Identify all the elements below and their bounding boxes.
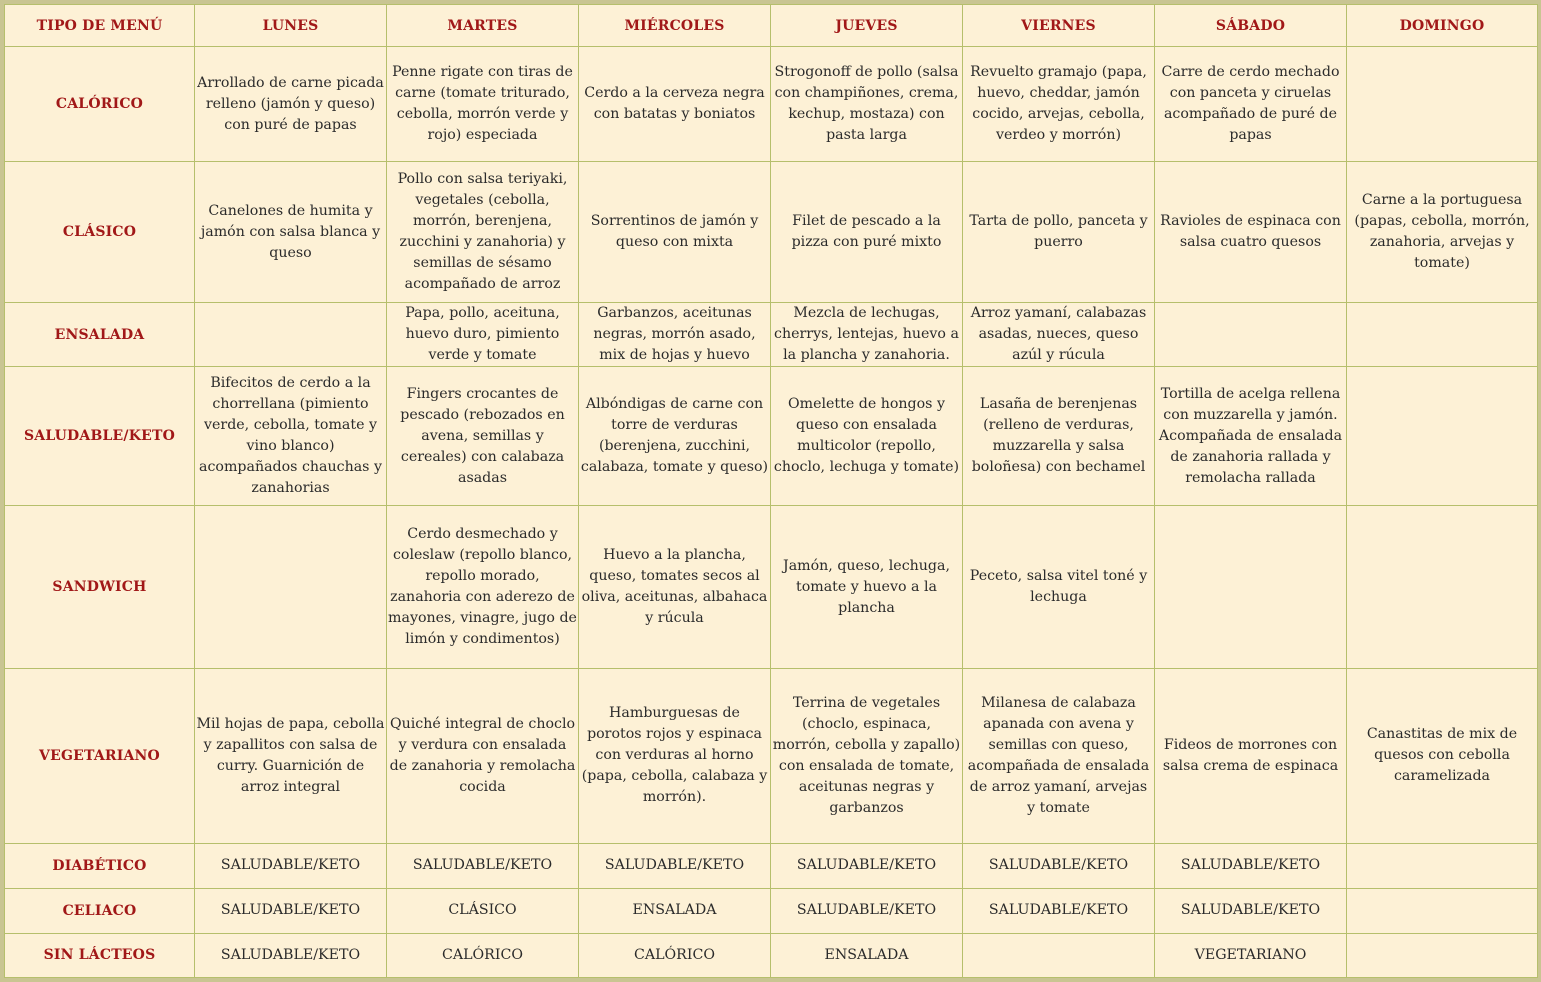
dish-cell-lunes: SALUDABLE/KETO [195, 888, 387, 933]
menu-row [5, 933, 1538, 977]
dish-cell-jueves: Filet de pescado a la pizza con puré mixto [771, 162, 963, 303]
dish-cell-jueves: SALUDABLE/KETO [771, 843, 963, 888]
dish-cell-jueves: Strogonoff de pollo (salsa con champiñones, crema, kechup, mostaza) con pasta larga [771, 47, 963, 162]
dish-cell-viernes: Milanesa de calabaza apanada con avena y semillas con queso, acompañada de ensalada de arroz yamaní, arvejas y tomate [963, 668, 1155, 843]
dish-cell-jueves: SALUDABLE/KETO [771, 888, 963, 933]
dish-cell-viernes: Revuelto gramajo (papa, huevo, cheddar, jamón cocido, arvejas, cebolla, verdeo y morrón) [963, 47, 1155, 162]
menu-type-label: VEGETARIANO [5, 668, 195, 843]
menu-row [5, 506, 1538, 668]
dish-cell-viernes: SALUDABLE/KETO [963, 888, 1155, 933]
dish-cell-miercoles: ENSALADA [579, 888, 771, 933]
dish-cell-martes: Pollo con salsa teriyaki, vegetales (cebolla, morrón, berenjena, zucchini y zanahoria) y semillas de sésamo acompañado de arroz [387, 162, 579, 303]
menu-type-label: DIABÉTICO [5, 843, 195, 888]
header-domingo: DOMINGO [1347, 5, 1538, 47]
dish-cell-viernes: Tarta de pollo, panceta y puerro [963, 162, 1155, 303]
dish-cell-lunes: Bifecitos de cerdo a la chorrellana (pimiento verde, cebolla, tomate y vino blanco) acompañados chauchas y zanahorias [195, 367, 387, 506]
dish-cell-jueves: Terrina de vegetales (choclo, espinaca, morrón, cebolla y zapallo) con ensalada de tomate, aceitunas negras y garbanzos [771, 668, 963, 843]
dish-cell-jueves: Mezcla de lechugas, cherrys, lentejas, huevo a la plancha y zanahoria. [771, 303, 963, 367]
dish-cell-miercoles: Hamburguesas de porotos rojos y espinaca con verduras al horno (papa, cebolla, calabaza y morrón). [579, 668, 771, 843]
dish-cell-domingo [1347, 367, 1538, 506]
weekly-menu-table [4, 4, 1538, 978]
dish-cell-miercoles: Garbanzos, aceitunas negras, morrón asado, mix de hojas y huevo [579, 303, 771, 367]
dish-cell-sabado: SALUDABLE/KETO [1155, 843, 1347, 888]
dish-cell-jueves: Omelette de hongos y queso con ensalada multicolor (repollo, choclo, lechuga y tomate) [771, 367, 963, 506]
dish-cell-viernes: SALUDABLE/KETO [963, 843, 1155, 888]
dish-cell-sabado: SALUDABLE/KETO [1155, 888, 1347, 933]
dish-cell-domingo: Carne a la portuguesa (papas, cebolla, morrón, zanahoria, arvejas y tomate) [1347, 162, 1538, 303]
dish-cell-lunes: SALUDABLE/KETO [195, 933, 387, 977]
header-miercoles: MIÉRCOLES [579, 5, 771, 47]
dish-cell-lunes: SALUDABLE/KETO [195, 843, 387, 888]
header-sabado: SÁBADO [1155, 5, 1347, 47]
dish-cell-domingo [1347, 888, 1538, 933]
menu-row [5, 162, 1538, 303]
dish-cell-sabado: Ravioles de espinaca con salsa cuatro quesos [1155, 162, 1347, 303]
dish-cell-sabado [1155, 506, 1347, 668]
dish-cell-sabado: Tortilla de acelga rellena con muzzarella y jamón. Acompañada de ensalada de zanahoria rallada y remolacha rallada [1155, 367, 1347, 506]
menu-row [5, 668, 1538, 843]
dish-cell-domingo: Canastitas de mix de quesos con cebolla caramelizada [1347, 668, 1538, 843]
dish-cell-miercoles: Albóndigas de carne con torre de verduras (berenjena, zucchini, calabaza, tomate y queso) [579, 367, 771, 506]
dish-cell-sabado: Fideos de morrones con salsa crema de espinaca [1155, 668, 1347, 843]
dish-cell-miercoles: Huevo a la plancha, queso, tomates secos al oliva, aceitunas, albahaca y rúcula [579, 506, 771, 668]
menu-type-label: SIN LÁCTEOS [5, 933, 195, 977]
menu-type-label: CALÓRICO [5, 47, 195, 162]
dish-cell-viernes: Peceto, salsa vitel toné y lechuga [963, 506, 1155, 668]
dish-cell-domingo [1347, 47, 1538, 162]
dish-cell-lunes [195, 303, 387, 367]
dish-cell-martes: Cerdo desmechado y coleslaw (repollo blanco, repollo morado, zanahoria con aderezo de mayones, vinagre, jugo de limón y condimentos) [387, 506, 579, 668]
dish-cell-miercoles: Cerdo a la cerveza negra con batatas y boniatos [579, 47, 771, 162]
menu-type-label: ENSALADA [5, 303, 195, 367]
dish-cell-miercoles: CALÓRICO [579, 933, 771, 977]
dish-cell-miercoles: Sorrentinos de jamón y queso con mixta [579, 162, 771, 303]
dish-cell-martes: Penne rigate con tiras de carne (tomate triturado, cebolla, morrón verde y rojo) especiada [387, 47, 579, 162]
dish-cell-viernes: Lasaña de berenjenas (relleno de verduras, muzzarella y salsa boloñesa) con bechamel [963, 367, 1155, 506]
dish-cell-miercoles: SALUDABLE/KETO [579, 843, 771, 888]
dish-cell-domingo [1347, 303, 1538, 367]
menu-body [5, 47, 1538, 978]
dish-cell-lunes: Canelones de humita y jamón con salsa blanca y queso [195, 162, 387, 303]
dish-cell-domingo [1347, 933, 1538, 977]
menu-row [5, 843, 1538, 888]
dish-cell-jueves: ENSALADA [771, 933, 963, 977]
dish-cell-lunes: Mil hojas de papa, cebolla y zapallitos con salsa de curry. Guarnición de arroz integral [195, 668, 387, 843]
menu-type-label: SALUDABLE/KETO [5, 367, 195, 506]
dish-cell-viernes: Arroz yamaní, calabazas asadas, nueces, queso azúl y rúcula [963, 303, 1155, 367]
menu-type-label: CLÁSICO [5, 162, 195, 303]
dish-cell-sabado [1155, 303, 1347, 367]
dish-cell-sabado: Carre de cerdo mechado con panceta y ciruelas acompañado de puré de papas [1155, 47, 1347, 162]
dish-cell-domingo [1347, 843, 1538, 888]
menu-row [5, 303, 1538, 367]
dish-cell-lunes [195, 506, 387, 668]
header-jueves: JUEVES [771, 5, 963, 47]
menu-row [5, 367, 1538, 506]
dish-cell-martes: Papa, pollo, aceituna, huevo duro, pimiento verde y tomate [387, 303, 579, 367]
header-menu-type: TIPO DE MENÚ [5, 5, 195, 47]
dish-cell-jueves: Jamón, queso, lechuga, tomate y huevo a la plancha [771, 506, 963, 668]
dish-cell-martes: Quiché integral de choclo y verdura con ensalada de zanahoria y remolacha cocida [387, 668, 579, 843]
dish-cell-martes: CLÁSICO [387, 888, 579, 933]
menu-row [5, 47, 1538, 162]
header-row [5, 5, 1538, 47]
menu-type-label: CELIACO [5, 888, 195, 933]
header-viernes: VIERNES [963, 5, 1155, 47]
menu-row [5, 888, 1538, 933]
dish-cell-martes: CALÓRICO [387, 933, 579, 977]
menu-type-label: SANDWICH [5, 506, 195, 668]
dish-cell-viernes [963, 933, 1155, 977]
header-lunes: LUNES [195, 5, 387, 47]
header-martes: MARTES [387, 5, 579, 47]
dish-cell-domingo [1347, 506, 1538, 668]
dish-cell-sabado: VEGETARIANO [1155, 933, 1347, 977]
dish-cell-lunes: Arrollado de carne picada relleno (jamón y queso) con puré de papas [195, 47, 387, 162]
dish-cell-martes: SALUDABLE/KETO [387, 843, 579, 888]
dish-cell-martes: Fingers crocantes de pescado (rebozados en avena, semillas y cereales) con calabaza asadas [387, 367, 579, 506]
